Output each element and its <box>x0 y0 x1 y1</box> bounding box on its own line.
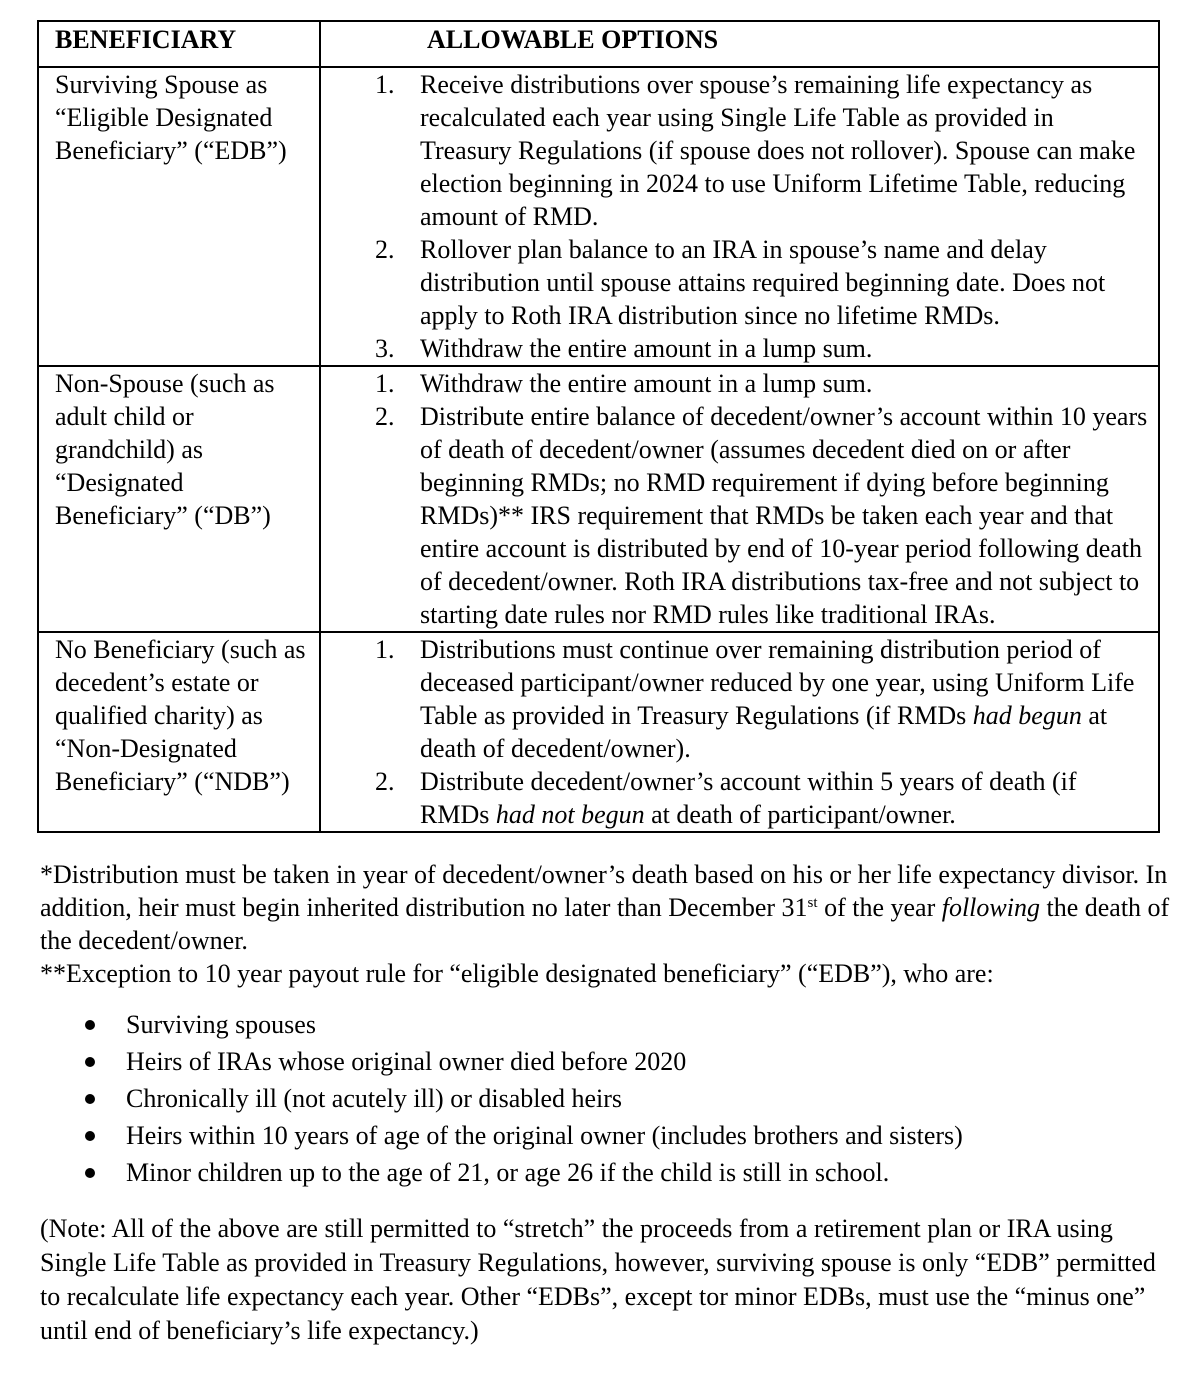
bullet-icon <box>85 1131 95 1141</box>
option-text: Rollover plan balance to an IRA in spouse’s name and delay distribution until spouse attains required beginning date. Does not apply to Roth IRA distribution since no lifetime RMDs. <box>420 235 1106 330</box>
options-list <box>321 68 1150 365</box>
option-text-emphasis: had begun <box>972 701 1082 730</box>
option-text: Withdraw the entire amount in a lump sum. <box>420 369 873 398</box>
options-list <box>321 367 1150 631</box>
option-item <box>321 633 1150 765</box>
option-text-start: Distributions must continue over remaining distribution period of deceased participant/owner reduced by one year, using Uniform Life Table as provided in Treasury Regulations (if RMDs <box>420 635 1135 730</box>
option-number: 1. <box>375 369 395 398</box>
option-number: 2. <box>375 402 395 431</box>
table-row-no-beneficiary <box>38 632 1159 832</box>
header-beneficiary: BENEFICIARY <box>38 21 320 67</box>
bullet-icon <box>85 1020 95 1030</box>
option-text-start: Distribute decedent/owner’s account within 5 years of death (if RMDs <box>420 767 1077 829</box>
option-item <box>321 68 1150 233</box>
list-item-text: Heirs within 10 years of age of the original owner (includes brothers and sisters) <box>126 1121 963 1150</box>
option-text-emphasis: had not begun <box>495 800 645 829</box>
option-item <box>321 332 1150 365</box>
options-cell <box>320 67 1159 366</box>
footnote1-text-middle: of the year <box>817 893 942 922</box>
beneficiary-cell: Surviving Spouse as “Eligible Designated Beneficiary” (“EDB”) <box>38 67 320 366</box>
bullet-icon <box>85 1094 95 1104</box>
option-number: 2. <box>375 235 395 264</box>
list-item <box>40 1043 1170 1080</box>
footnote1-emphasis: following <box>941 893 1040 922</box>
edb-list <box>40 1006 1170 1191</box>
option-item <box>321 400 1150 631</box>
beneficiary-cell: Non-Spouse (such as adult child or grandchild) as “Designated Beneficiary” (“DB”) <box>38 366 320 632</box>
option-text-end: at death of decedent/owner). <box>420 701 1108 763</box>
list-item <box>40 1117 1170 1154</box>
option-text: Withdraw the entire amount in a lump sum. <box>420 334 873 363</box>
footnote-single-asterisk <box>40 858 1170 957</box>
options-cell <box>320 632 1159 832</box>
option-number: 1. <box>375 70 395 99</box>
option-number: 2. <box>375 767 395 796</box>
option-number: 1. <box>375 635 395 664</box>
table-row-non-spouse <box>38 366 1159 632</box>
options-cell <box>320 366 1159 632</box>
option-item <box>321 233 1150 332</box>
footnote1-text-end: the death of the decedent/owner. <box>40 893 1170 955</box>
beneficiary-options-table <box>37 20 1160 833</box>
option-text: Receive distributions over spouse’s remaining life expectancy as recalculated each year using Single Life Table as provided in Treasury Regulations (if spouse does not rollover). Spouse can make election beginning in 2024 to use Uniform Lifetime Table, reducing amount of RMD. <box>420 70 1136 231</box>
beneficiary-cell: No Beneficiary (such as decedent’s estate or qualified charity) as “Non-Designated Beneficiary” (“NDB”) <box>38 632 320 832</box>
option-item <box>321 367 1150 400</box>
bullet-icon <box>85 1057 95 1067</box>
list-item-text: Chronically ill (not acutely ill) or disabled heirs <box>126 1084 623 1113</box>
list-item <box>40 1006 1170 1043</box>
table-row-surviving-spouse <box>38 67 1159 366</box>
list-item <box>40 1080 1170 1117</box>
list-item-text: Surviving spouses <box>126 1010 316 1039</box>
option-item <box>321 765 1150 831</box>
table-header-row <box>38 21 1159 67</box>
option-text-end: at death of participant/owner. <box>644 800 956 829</box>
ordinal-suffix: st <box>807 895 818 911</box>
bullet-icon <box>85 1168 95 1178</box>
footnote-double-asterisk: **Exception to 10 year payout rule for “eligible designated beneficiary” (“EDB”), who are: <box>40 959 994 988</box>
option-number: 3. <box>375 334 395 363</box>
notes-section <box>40 858 1170 1348</box>
option-text <box>420 767 1077 829</box>
list-item-text: Minor children up to the age of 21, or age 26 if the child is still in school. <box>126 1158 890 1187</box>
option-text <box>420 635 1134 763</box>
list-item <box>40 1154 1170 1191</box>
footnote1-text-start: *Distribution must be taken in year of decedent/owner’s death based on his or her life expectancy divisor. In addition, heir must begin inherited distribution no later than December 31 <box>40 860 1168 922</box>
header-allowable-options: ALLOWABLE OPTIONS <box>320 21 1159 67</box>
list-item-text: Heirs of IRAs whose original owner died before 2020 <box>126 1047 687 1076</box>
closing-note: (Note: All of the above are still permitted to “stretch” the proceeds from a retirement plan or IRA using Single Life Table as provided in Treasury Regulations, however, surviving spouse is only “EDB” permitted to recalculate life expectancy each year. Other “EDBs”, except tor minor EDBs, must use the “minus one” until end of beneficiary’s life expectancy.) <box>40 1214 1156 1345</box>
option-text: Distribute entire balance of decedent/owner’s account within 10 years of death of decedent/owner (assumes decedent died on or after beginning RMDs; no RMD requirement if dying before beginning RMDs)** IRS requirement that RMDs be taken each year and that entire account is distributed by end of 10-year period following death of decedent/owner. Roth IRA distributions tax-free and not subject to starting date rules nor RMD rules like traditional IRAs. <box>420 402 1148 629</box>
options-list <box>321 633 1150 831</box>
